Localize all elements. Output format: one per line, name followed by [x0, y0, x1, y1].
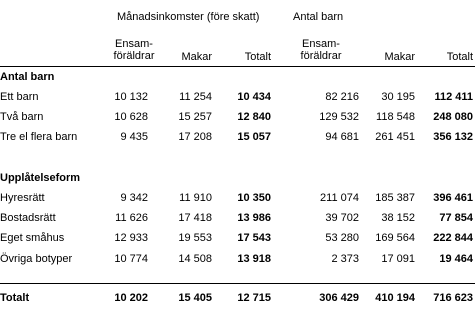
cell-single-count: 39 702: [325, 212, 359, 224]
header-single-parents-line2: föräldrar: [113, 50, 155, 62]
header-total2: Totalt: [446, 51, 473, 63]
cell-total-income: 12 840: [237, 111, 271, 123]
cell-couples-income: 11 910: [179, 192, 212, 204]
table-row: [0, 110, 475, 124]
table-row: [0, 252, 475, 266]
cell-couples-count: 30 195: [381, 91, 415, 103]
cell-total-income: 10 434: [237, 91, 271, 103]
row-label: Övriga botyper: [0, 253, 73, 265]
cell-single-income: 9 342: [120, 192, 148, 204]
row-label: Tre el flera barn: [0, 131, 78, 143]
cell-single-income: 11 626: [115, 212, 148, 224]
cell-total-income: 15 057: [237, 131, 271, 143]
cell-single-count: 211 074: [320, 192, 359, 204]
table-row: [0, 191, 475, 205]
cell-couples-income: 19 553: [178, 232, 212, 244]
cell-couples-count: 185 387: [375, 192, 415, 204]
cell-single-count: 2 373: [331, 253, 359, 265]
cell-single-count: 129 532: [319, 111, 359, 123]
total-row: [0, 291, 475, 305]
row-label: Två barn: [0, 111, 44, 123]
row-label: Eget småhus: [0, 232, 65, 244]
cell-total-count: 112 411: [434, 91, 473, 103]
cell-total-income: 13 918: [237, 253, 271, 265]
cell-total-count: 356 132: [433, 131, 473, 143]
cell-total-count: 248 080: [433, 111, 473, 123]
header-couples2: Makar: [384, 51, 415, 63]
cell-single-count: 53 280: [325, 232, 359, 244]
cell-couples-count: 261 451: [375, 131, 415, 143]
cell-single-income: 10 132: [114, 91, 148, 103]
cell-total-count: 77 854: [439, 212, 473, 224]
row-label: Bostadsrätt: [0, 212, 56, 224]
header-total: Totalt: [244, 51, 271, 63]
total-single-count: 306 429: [319, 292, 359, 304]
total-couples-income: 15 405: [178, 292, 212, 304]
cell-single-count: 94 681: [325, 131, 359, 143]
cell-total-income: 13 986: [237, 212, 271, 224]
header-children-group: Antal barn: [293, 11, 344, 23]
cell-couples-income: 17 418: [178, 212, 212, 224]
header-single-parents2-line1: Ensam-: [302, 38, 340, 50]
cell-single-income: 10 774: [114, 253, 148, 265]
header-single-parents-line1: Ensam-: [115, 38, 153, 50]
cell-couples-income: 17 208: [178, 131, 212, 143]
header-income-group: Månadsinkomster (före skatt): [117, 11, 260, 23]
cell-total-count: 396 461: [433, 192, 473, 204]
table-row: [0, 231, 475, 245]
table-row: [0, 130, 475, 144]
cell-total-count: 19 464: [439, 253, 473, 265]
cell-single-income: 9 435: [120, 131, 148, 143]
cell-couples-count: 17 091: [381, 253, 415, 265]
cell-single-count: 82 216: [325, 91, 359, 103]
cell-single-income: 10 628: [114, 111, 148, 123]
row-label: Hyresrätt: [0, 192, 45, 204]
header-single-parents2-line2: föräldrar: [300, 50, 342, 62]
total-total-income: 12 715: [237, 292, 271, 304]
header-rule: [0, 66, 475, 67]
cell-single-income: 12 933: [114, 232, 148, 244]
cell-couples-income: 11 254: [179, 91, 212, 103]
total-couples-count: 410 194: [375, 292, 415, 304]
total-rule: [0, 283, 475, 284]
cell-couples-count: 38 152: [381, 212, 415, 224]
row-label: Ett barn: [0, 91, 39, 103]
total-total-count: 716 623: [433, 292, 473, 304]
total-single-income: 10 202: [114, 292, 148, 304]
cell-couples-income: 15 257: [178, 111, 212, 123]
cell-total-income: 10 350: [237, 192, 271, 204]
cell-total-income: 17 543: [237, 232, 271, 244]
cell-couples-income: 14 508: [178, 253, 212, 265]
total-label: Totalt: [0, 292, 30, 304]
cell-couples-count: 169 564: [375, 232, 415, 244]
table-row: [0, 90, 475, 104]
header-couples: Makar: [181, 51, 212, 63]
cell-couples-count: 118 548: [376, 111, 415, 123]
cell-total-count: 222 844: [433, 232, 473, 244]
section-title-upplatelseform: Upplåtelseform: [0, 172, 81, 184]
section-title-antal-barn: Antal barn: [0, 71, 55, 83]
table-row: [0, 211, 475, 225]
